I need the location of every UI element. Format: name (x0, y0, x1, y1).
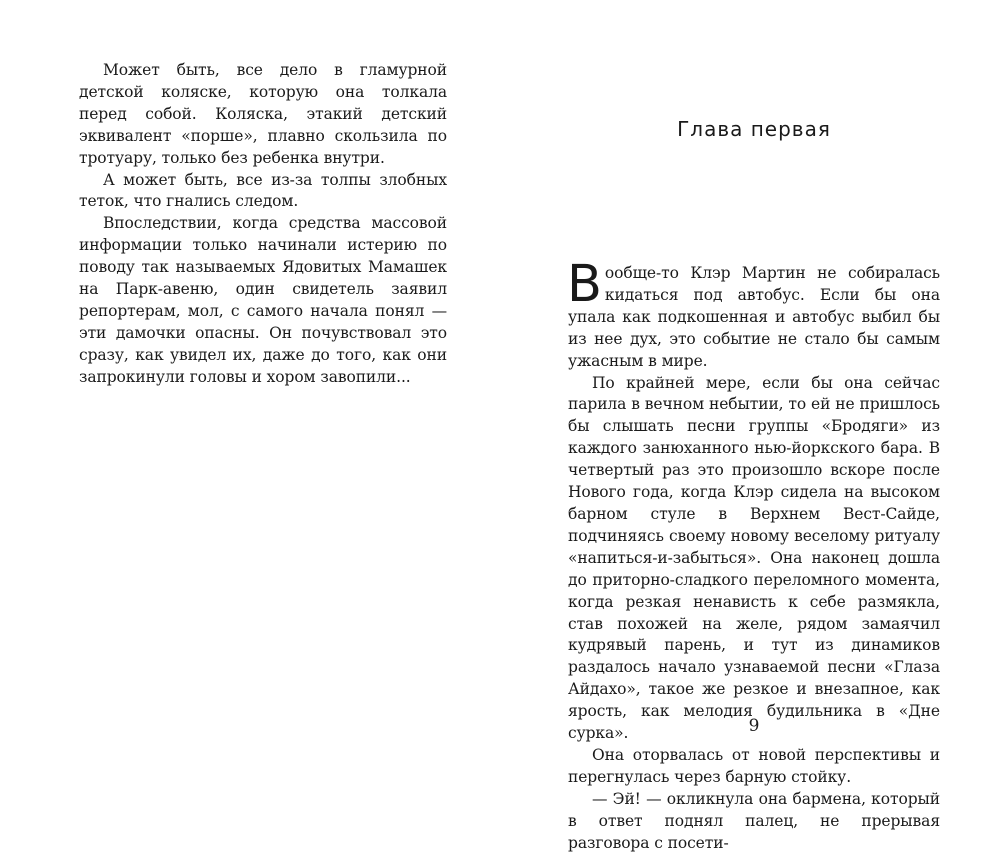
right-page-text (567, 255, 940, 854)
left-paragraph-2: А может быть, все из-за толпы злобных теток, что гнались следом. (79, 170, 447, 211)
right-page (500, 0, 1001, 852)
left-paragraph-3: Впоследствии, когда средства массовой информации только начинали истерию по поводу так называемых Ядовитых Мамашек на Парк-авеню, один свидетель заявил репортерам, мол, с самого начала понял — эти дамочки опасны. Он почувствовал это сразу, как увидел их, даже до того, как они запрокинули головы и хором завопили... (79, 214, 447, 386)
right-paragraph-2: По крайней мере, если бы она сейчас парила в вечном небытии, то ей не пришлось бы слышать песни группы «Бродяги» из каждого занюханного нью-йоркского бара. В четвертый раз это произошло вскоре после Нового года, когда Клэр сидела на высоком барном стуле в Верхнем Вест-Сайде, подчиняясь своему новому веселому ритуалу «напиться-и-забыться». Она наконец дошла до приторно-сладкого переломного момента, когда резкая ненависть к себе размякла, став похожей на желе, рядом замаячил кудрявый парень, и тут из динамиков раздалось начало узнаваемой песни «Глаза Айдахо», такое же резкое и внезапное, как ярость, как мелодия будильника в «Дне сурка». (568, 373, 940, 743)
page-number: 9 (748, 716, 760, 736)
left-paragraph-1: Может быть, все дело в гламурной детской коляске, которую она толкала перед собой. Коляска, этакий детский эквивалент «порше», плавно скользила по тротуару, только без ребенка внутри. (79, 61, 447, 167)
right-paragraph-4: — Эй! — окликнула она бармена, который в ответ поднял палец, не прерывая разговора с посети- (568, 789, 940, 852)
right-paragraph-3: Она оторвалась от новой перспективы и перегнулась через барную стойку. (568, 745, 940, 786)
drop-cap: В (567, 255, 602, 314)
right-paragraph-1-text: ообще-то Клэр Мартин не собиралась кидаться под автобус. Если бы она упала как подкошенная и автобус выбил бы из нее дух, это событие не стало бы самым ужасным в мире. (568, 264, 940, 370)
left-page (0, 0, 500, 788)
chapter-title: Глава первая (677, 117, 831, 141)
right-paragraph-1 (567, 255, 940, 373)
left-page-text (79, 60, 447, 389)
